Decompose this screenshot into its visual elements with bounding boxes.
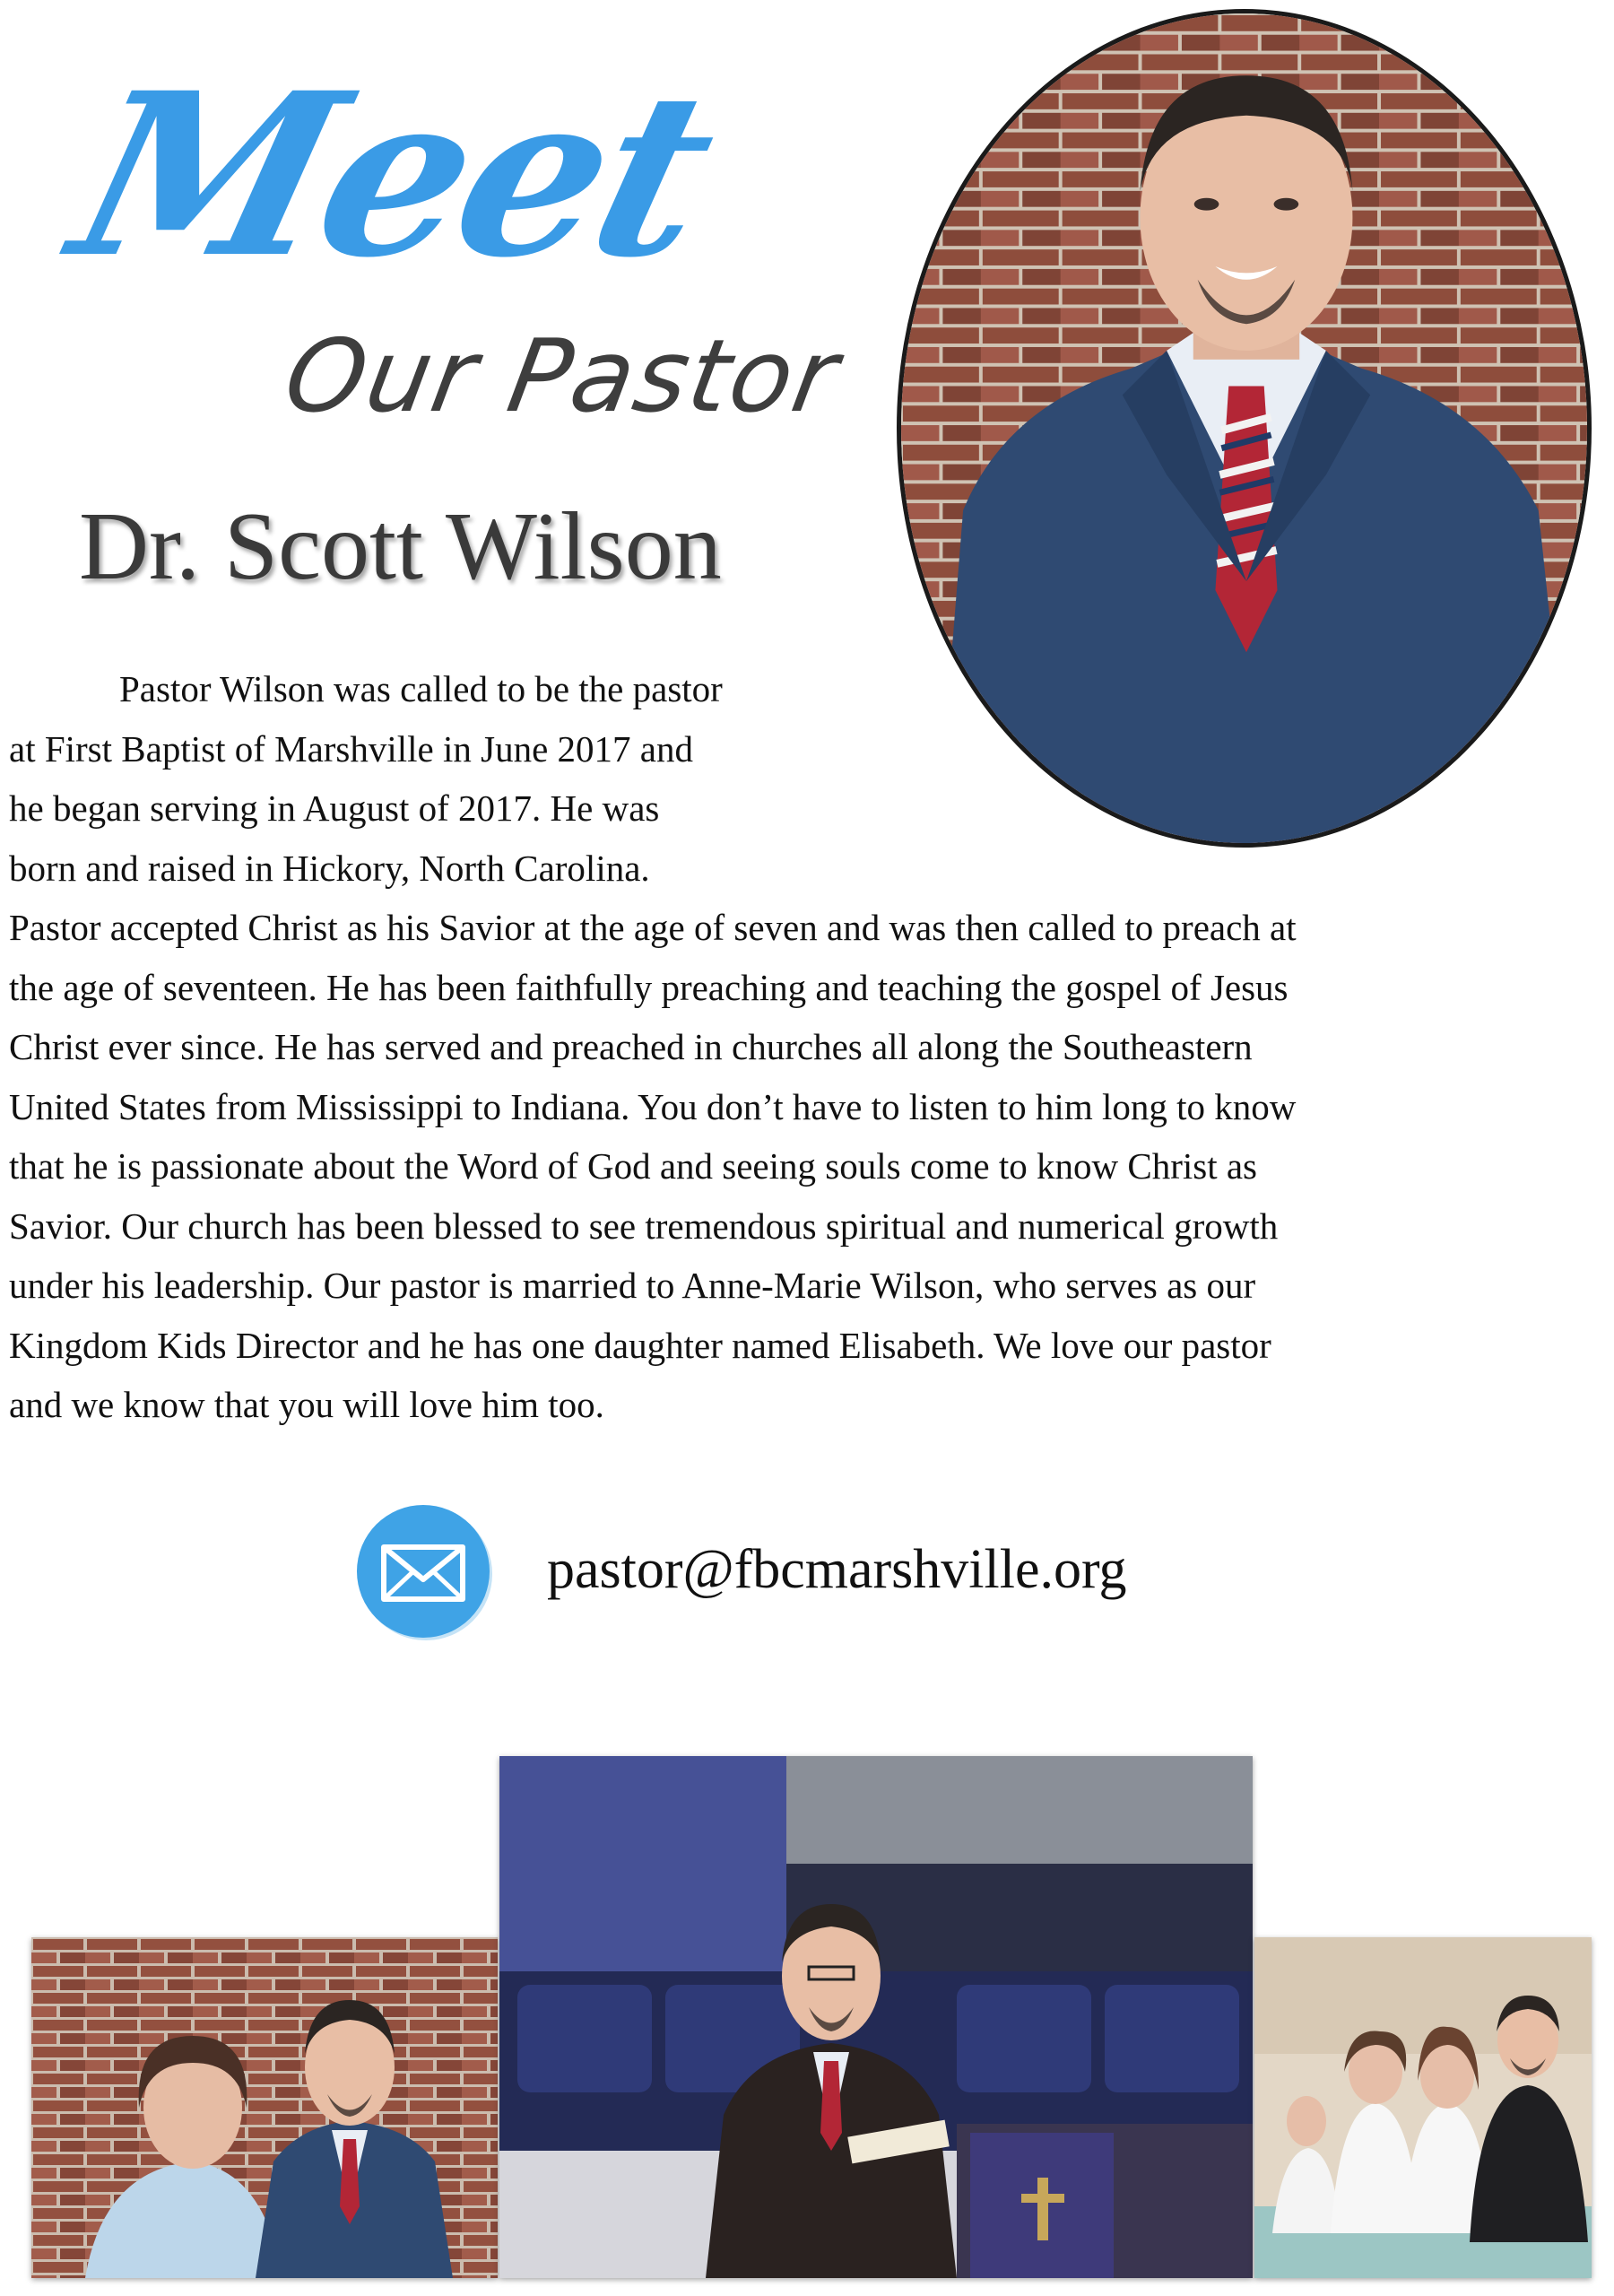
bio-line: at First Baptist of Marshville in June 2017 and — [9, 727, 693, 770]
meet-script-title: Meet — [52, 43, 733, 307]
bio-line: born and raised in Hickory, North Carolina. — [9, 847, 650, 889]
bio-line: Pastor accepted Christ as his Savior at the age of seven and was then called to preach at — [9, 907, 1297, 948]
our-pastor-script-subtitle: Our Pastor — [276, 318, 848, 435]
email-link[interactable]: pastor@fbcmarshville.org — [547, 1539, 1127, 1600]
bio-line: Christ ever since. He has served and preached in churches all along the Southeastern — [9, 1026, 1253, 1067]
bio-line: Savior. Our church has been blessed to see tremendous spiritual and numerical growth — [9, 1205, 1279, 1247]
bio-line: he began serving in August of 2017. He was — [9, 787, 660, 829]
bio-line: United States from Mississippi to Indiana. You don’t have to listen to him long to know — [9, 1085, 1297, 1127]
bio-line: Kingdom Kids Director and he has one daughter named Elisabeth. We love our pastor — [9, 1324, 1271, 1366]
pastor-preaching-photo — [499, 1756, 1253, 2278]
envelope-icon[interactable] — [354, 1502, 493, 1641]
pastor-and-wife-photo — [31, 1937, 498, 2278]
bio-line: the age of seventeen. He has been faithfully preaching and teaching the gospel of Jesus — [9, 966, 1289, 1008]
bio-line: and we know that you will love him too. — [9, 1384, 604, 1425]
baptism-photo — [1254, 1937, 1592, 2278]
bio-line: under his leadership. Our pastor is married to Anne-Marie Wilson, who serves as our — [9, 1265, 1256, 1306]
pastor-biography — [9, 659, 1605, 1435]
bio-line: that he is passionate about the Word of God and seeing souls come to know Christ as — [9, 1145, 1257, 1187]
bio-line: Pastor Wilson was called to be the pastor — [119, 668, 723, 709]
pastor-name-heading: Dr. Scott Wilson — [79, 493, 722, 600]
